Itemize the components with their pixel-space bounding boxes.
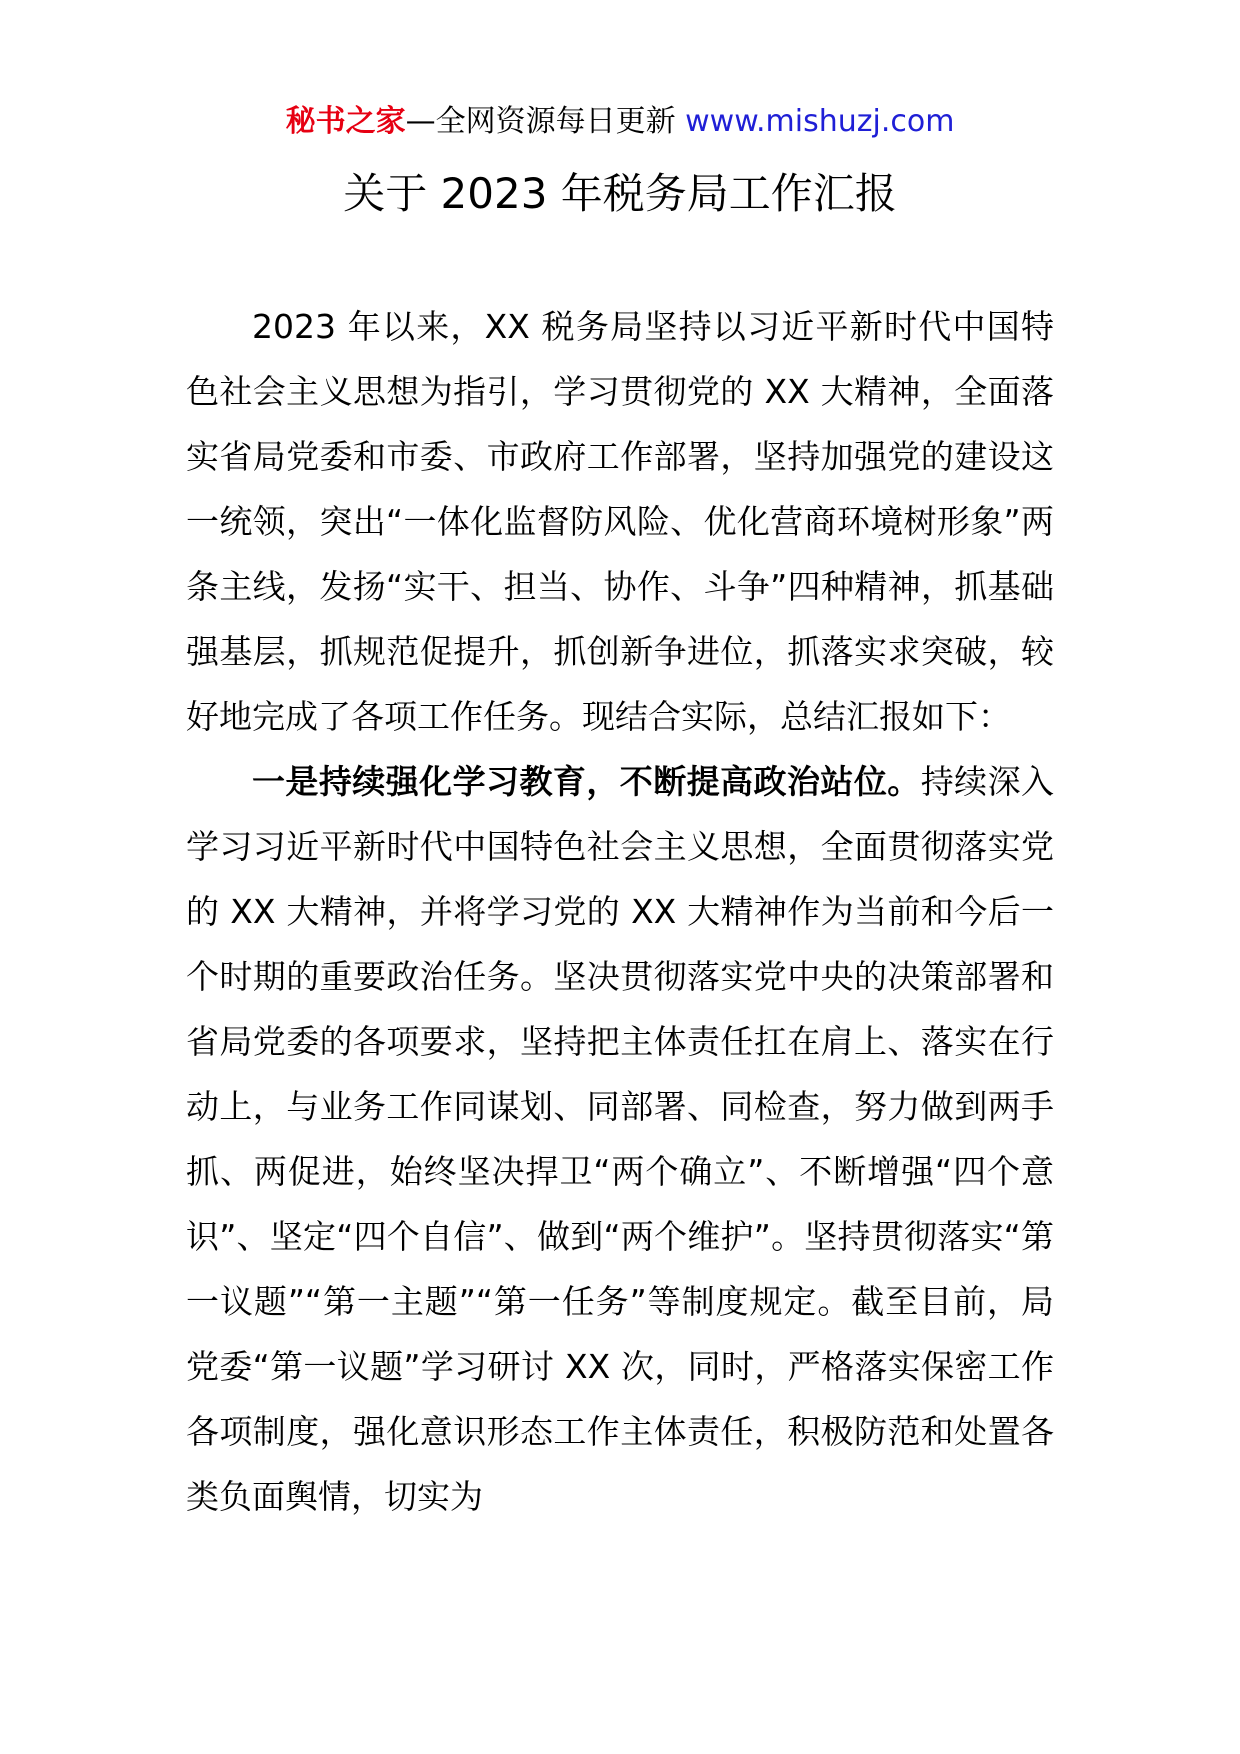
site-url-link[interactable]: www.mishuzj.com [685, 104, 955, 139]
document-title: 关于 2023 年税务局工作汇报 [343, 169, 897, 218]
header-tagline: —全网资源每日更新 [405, 104, 686, 139]
paragraph-lead: 一是持续强化学习教育，不断提高政治站位。 [252, 762, 921, 801]
paragraph-intro [186, 294, 1054, 749]
document-body [186, 294, 1054, 1529]
brand-name: 秘书之家 [285, 104, 406, 139]
site-header [0, 100, 1240, 144]
paragraph-text: 持续深入学习习近平新时代中国特色社会主义思想，全面贯彻落实党的 XX 大精神，并将学习党的 XX 大精神作为当前和今后一个时期的重要政治任务。坚决贯彻落实党中央的决策部署和省局党委的各项要求，坚持把主体责任扛在肩上、落实在行动上，与业务工作同谋划、同部署、同检查，努力做到两手抓、两促进，始终坚决捍卫“两个确立”、不断增强“四个意识”、坚定“四个自信”、做到“两个维护”。坚持贯彻落实“第一议题”“第一主题”“第一任务”等制度规定。截至目前，局党委“第一议题”学习研讨 XX 次，同时，严格落实保密工作各项制度，强化意识形态工作主体责任，积极防范和处置各类负面舆情，切实为 [186, 762, 1055, 1516]
paragraph-point-one [186, 749, 1054, 1529]
paragraph-text: 2023 年以来，XX 税务局坚持以习近平新时代中国特色社会主义思想为指引，学习贯彻党的 XX 大精神，全面落实省局党委和市委、市政府工作部署，坚持加强党的建设这一统领，突出“一体化监督防风险、优化营商环境树形象”两条主线，发扬“实干、担当、协作、斗争”四种精神，抓基础强基层，抓规范促提升，抓创新争进位，抓落实求突破，较好地完成了各项工作任务。现结合实际，总结汇报如下： [186, 307, 1054, 736]
